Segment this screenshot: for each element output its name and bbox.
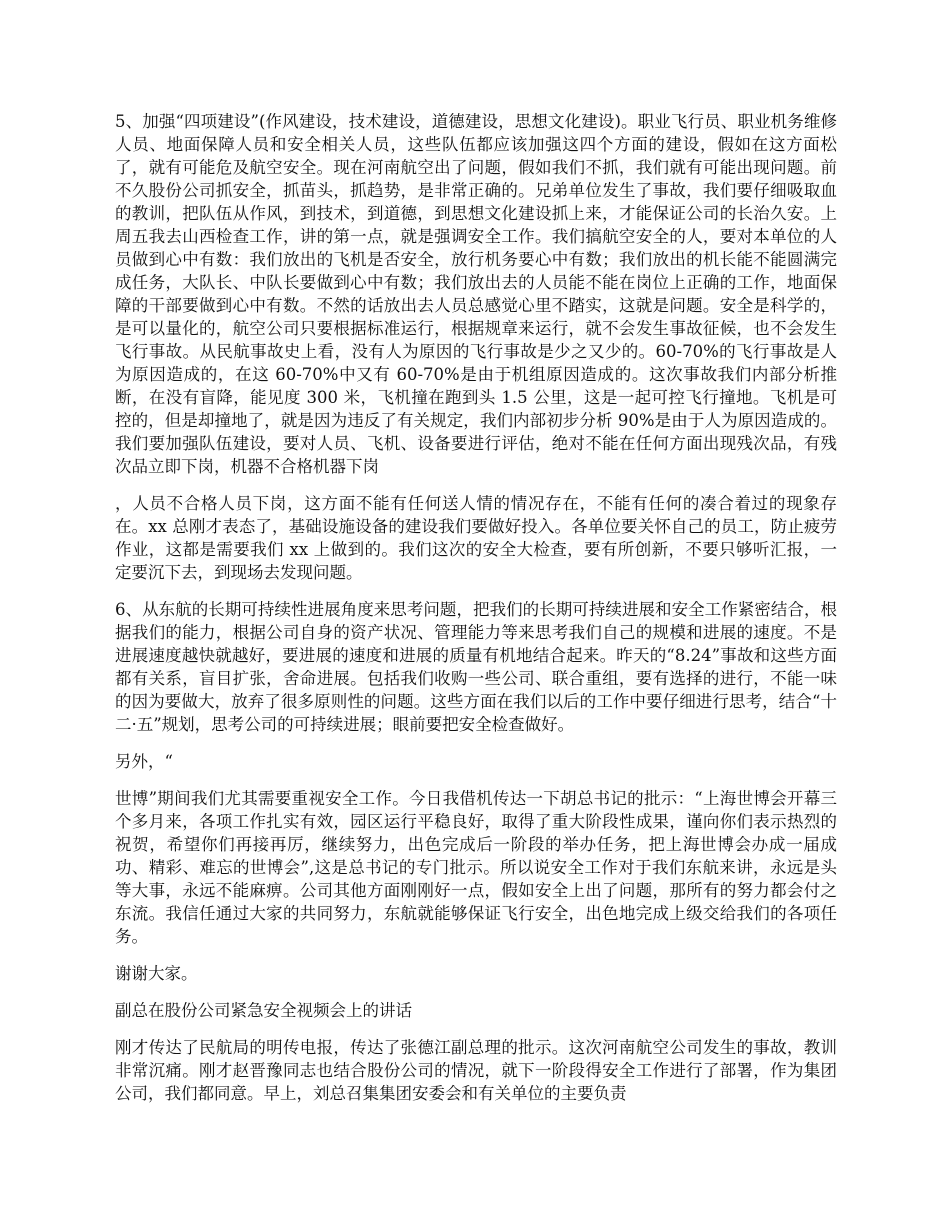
paragraph-expo-safety: 世博”期间我们尤其需要重视安全工作。今日我借机传达一下胡总书记的批示：“上海世博会开幕三个多月来，各项工作扎实有效，园区运行平稳良好，取得了重大阶段性成果，谨向你们表示热烈的祝贺，希望你们再接再厉，继续努力，出色完成后一阶段的举办任务，把上海世博会办成一届成功、精彩、难忘的世博会”,这是总书记的专门批示。所以说安全工作对于我们东航来讲，永远是头等大事，永远不能麻痹。公司其他方面刚刚好一点，假如安全上出了问题，那所有的努力都会付之东流。我信任通过大家的共同努力，东航就能够保证飞行安全，出色地完成上级交给我们的各项任务。 — [115, 789, 837, 946]
paragraph-point-6: 6、从东航的长期可持续性进展角度来思考问题，把我们的长期可持续进展和安全工作紧密结合，根据我们的能力，根据公司自身的资产状况、管理能力等来思考我们自己的规模和进展的速度。不是进展速度越快就越好，要进展的速度和进展的质量有机地结合起来。昨天的“8.24”事故和这些方面都有关系，盲目扩张，舍命进展。包括我们收购一些公司、联合重组，要有选择的进行，不能一味的因为要做大，放弃了很多原则性的问题。这些方面在我们以后的工作中要仔细进行思考，结合“十二·五”规划，思考公司的可持续进展；眼前要把安全检查做好。 — [115, 600, 837, 734]
paragraph-additionally: 另外，“ — [115, 752, 173, 771]
section-title: 副总在股份公司紧急安全视频会上的讲话 — [115, 1001, 412, 1020]
document-body — [115, 110, 837, 1119]
paragraph-intro: 刚才传达了民航局的明传电报，传达了张德江副总理的批示。这次河南航空公司发生的事故，教训非常沉痛。刚才赵晋豫同志也结合股份公司的情况，就下一阶段得安全工作进行了部署，作为集团公司，我们都同意。早上，刘总召集集团安委会和有关单位的主要负责 — [115, 1038, 837, 1103]
paragraph-point-5: 5、加强“四项建设”(作风建设，技术建设，道德建设，思想文化建设)。职业飞行员、职业机务维修人员、地面保障人员和安全相关人员，这些队伍都应该加强这四个方面的建设，假如在这方面松了，就有可能危及航空安全。现在河南航空出了问题，假如我们不抓，我们就有可能出现问题。前不久股份公司抓安全，抓苗头，抓趋势，是非常正确的。兄弟单位发生了事故，我们要仔细吸取血的教训，把队伍从作风，到技术，到道德，到思想文化建设抓上来，才能保证公司的长治久安。上周五我去山西检查工作，讲的第一点，就是强调安全工作。我们搞航空安全的人，要对本单位的人员做到心中有数：我们放出的飞机是否安全，放行机务要心中有数；我们放出的机长能不能圆满完成任务，大队长、中队长要做到心中有数；我们放出去的人员能不能在岗位上正确的工作，地面保障的干部要做到心中有数。不然的话放出去人员总感觉心里不踏实，这就是问题。安全是科学的，是可以量化的，航空公司只要根据标准运行，根据规章来运行，就不会发生事故征候，也不会发生飞行事故。从民航事故史上看，没有人为原因的飞行事故是少之又少的。60-70%的飞行事故是人为原因造成的，在这 60-70%中又有 60-70%是由于机组原因造成的。这次事故我们内部分析推断，在没有盲降，能见度 300 米，飞机撞在跑到头 1.5 公里，这是一起可控飞行撞地。飞机是可控的，但是却撞地了，就是因为违反了有关规定，我们内部初步分析 90%是由于人为原因造成的。我们要加强队伍建设，要对人员、飞机、设备要进行评估，绝对不能在任何方面出现残次品，有残次品立即下岗，机器不合格机器下岗 — [115, 112, 837, 476]
paragraph-thanks: 谢谢大家。 — [115, 964, 198, 983]
paragraph-point-5-continued: ，人员不合格人员下岗，这方面不能有任何送人情的情况存在，不能有任何的凑合着过的现象存在。xx 总刚才表态了，基础设施设备的建设我们要做好投入。各单位要关怀自己的员工，防止疲劳作业，这都是需要我们 xx 上做到的。我们这次的安全大检查，要有所创新，不要只够听汇报，一定要沉下去，到现场去发现问题。 — [115, 494, 837, 582]
